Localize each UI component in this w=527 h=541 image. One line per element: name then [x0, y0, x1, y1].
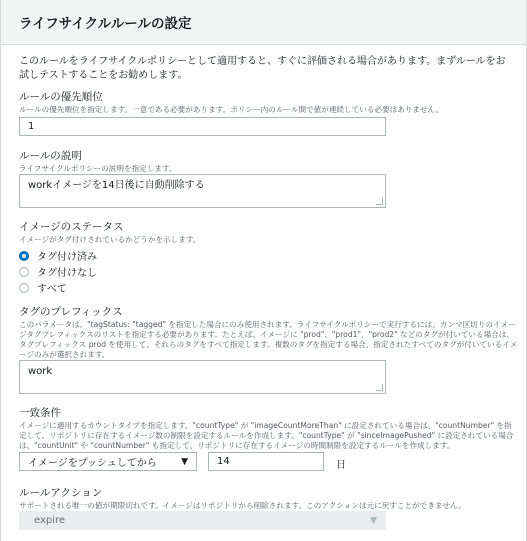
radio-unchecked-icon[interactable]: [19, 283, 29, 293]
status-option-label: すべて: [37, 284, 67, 295]
priority-section: [19, 91, 519, 115]
status-option-label: タグ付け済み: [37, 252, 97, 263]
status-description: イメージがタグ付けされているかどうかを示します。: [19, 235, 201, 244]
panel-title: ライフサイクルルールの設定: [19, 16, 192, 32]
action-description: サポートされる唯一の値が期限切れです。イメージはリポジトリから削除されます。このアクションは元に戻すことができません。: [19, 501, 466, 510]
chevron-down-icon: ▼: [370, 515, 377, 526]
match-description: イメージに適用するカウントタイプを指定します。"countType" が "imageCountMoreThan" に設定されている場合は、"countNumber" を指定して、リポジトリに存在するイメージ数の制限を設定するルールを作成します。"countType" が "sinceImagePushed" に設定されている場合は、"countUnit" や "countNumber" も指定して、リポジトリに存在するイメージの時間制限を設定するルールを作成します。: [19, 421, 514, 450]
match-label: 一致条件: [19, 407, 61, 419]
status-section: [19, 221, 519, 245]
priority-value: 1: [28, 121, 35, 132]
status-option-all[interactable]: [19, 280, 67, 295]
radio-checked-icon[interactable]: [19, 251, 29, 261]
action-section: [19, 487, 519, 511]
description-hint: ライフサイクルポリシーの説明を指定します。: [19, 164, 177, 173]
prefix-textarea[interactable]: [19, 360, 386, 394]
description-value: workイメージを14日後に自動削除する: [28, 180, 205, 191]
description-label: ルールの説明: [19, 150, 82, 162]
resize-handle-icon[interactable]: [376, 198, 383, 205]
status-option-tagged[interactable]: [19, 248, 97, 263]
action-label: ルールアクション: [19, 487, 103, 499]
intro-text: このルールをライフサイクルポリシーとして適用すると、すぐに評価される場合があります。まずルールをお試しテストすることをお勧めします。: [19, 56, 506, 81]
count-unit-label: 日: [336, 460, 346, 471]
chevron-down-icon: ▼: [181, 456, 188, 467]
description-textarea[interactable]: [19, 174, 386, 208]
description-section: [19, 150, 519, 174]
action-value: expire: [34, 515, 66, 526]
priority-label: ルールの優先順位: [19, 91, 103, 103]
priority-description: ルールの優先順位を指定します。一意である必要があります。ポリシー内のルール間で値が連続している必要はありません。: [19, 105, 444, 114]
count-type-value: イメージをプッシュしてから: [28, 458, 157, 469]
status-label: イメージのステータス: [19, 221, 124, 233]
radio-unchecked-icon[interactable]: [19, 267, 29, 277]
prefix-value: work: [28, 366, 53, 377]
prefix-description: このパラメータは、"tagStatus: "tagged" を指定した場合にのみ使用されます。ライフサイクルポリシーで実行するには、カンマ区切りのイメージタグプレフィックスのリストを指定する必要があります。たとえば、イメージに "prod"、"prod1"、"prod2" などのタグが付いている場合は、タグプレフィックス prod を使用して、それらのタグをすべて指定します。複数のタグを指定する場合、指定されたすべてのタグが付いているイメージのみが選択されます。: [19, 320, 518, 359]
prefix-label: タグのプレフィックス: [19, 306, 123, 318]
match-section: [19, 407, 519, 451]
resize-handle-icon[interactable]: [376, 384, 383, 391]
priority-input[interactable]: [19, 117, 386, 136]
count-number-value: 14: [217, 456, 230, 467]
panel-header: [1, 0, 526, 45]
count-type-select[interactable]: [19, 452, 197, 471]
status-option-untagged[interactable]: [19, 264, 97, 279]
status-option-label: タグ付けなし: [37, 268, 97, 279]
count-number-input[interactable]: [208, 452, 324, 471]
prefix-section: [19, 306, 519, 360]
action-select: [19, 511, 386, 530]
